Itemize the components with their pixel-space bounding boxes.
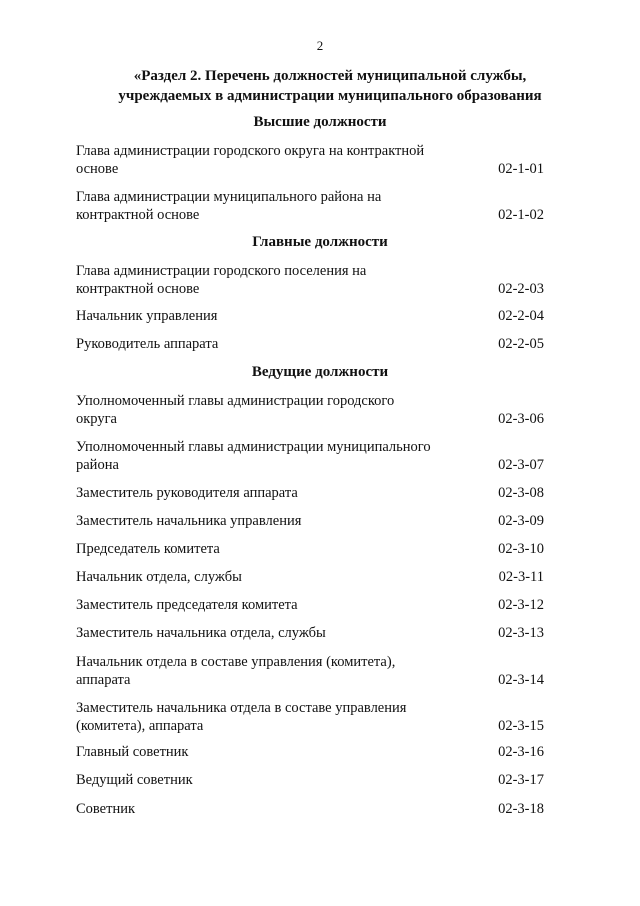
position-item [76, 540, 544, 558]
document-title [60, 66, 600, 106]
position-code: 02-3-16 [498, 744, 544, 760]
position-name: Ведущий советник [76, 772, 193, 788]
position-code: 02-3-06 [498, 411, 544, 427]
position-item [76, 743, 544, 761]
position-code: 02-1-02 [498, 207, 544, 223]
position-code: 02-3-08 [498, 485, 544, 501]
position-item [76, 484, 544, 502]
document-title-line-1: «Раздел 2. Перечень должностей муниципальной службы, [133, 68, 527, 84]
document-title-line-2: учреждаемых в администрации муниципального образования [118, 88, 542, 104]
position-item [76, 262, 544, 298]
position-item [76, 624, 544, 642]
section-heading-leading: Ведущие должности [251, 364, 389, 380]
section-heading-highest: Высшие должности [253, 114, 387, 130]
position-code: 02-3-17 [498, 772, 544, 788]
position-name: Уполномоченный главы администрации муниципального района [76, 439, 431, 473]
position-name: Начальник отдела в составе управления (комитета), аппарата [76, 654, 396, 688]
position-item [76, 699, 544, 735]
position-item [76, 335, 544, 353]
position-name: Главный советник [76, 744, 189, 760]
position-name: Заместитель начальника отдела в составе управления (комитета), аппарата [76, 700, 407, 734]
position-name: Уполномоченный главы администрации городского округа [76, 393, 395, 427]
position-code: 02-3-11 [498, 569, 544, 585]
position-code: 02-3-18 [498, 801, 544, 817]
position-name: Заместитель начальника отдела, службы [76, 625, 326, 641]
position-code: 02-3-15 [498, 718, 544, 734]
position-name: Начальник управления [76, 308, 218, 324]
position-name: Председатель комитета [76, 541, 220, 557]
position-item [76, 188, 544, 224]
page-number: 2 [316, 38, 324, 53]
position-name: Начальник отдела, службы [76, 569, 242, 585]
position-item [76, 438, 544, 474]
position-name: Заместитель начальника управления [76, 513, 302, 529]
position-item [76, 771, 544, 789]
position-code: 02-3-07 [498, 457, 544, 473]
position-name: Советник [76, 801, 136, 817]
position-item [76, 800, 544, 818]
position-code: 02-2-04 [498, 308, 544, 324]
position-code: 02-2-03 [498, 281, 544, 297]
position-code: 02-3-13 [498, 625, 544, 641]
position-item [76, 596, 544, 614]
position-code: 02-2-05 [498, 336, 544, 352]
position-item [76, 653, 544, 689]
position-code: 02-3-10 [498, 541, 544, 557]
position-name: Заместитель руководителя аппарата [76, 485, 298, 501]
position-item [76, 392, 544, 428]
position-name: Заместитель председателя комитета [76, 597, 298, 613]
position-item [76, 307, 544, 325]
position-name: Глава администрации городского поселения на контрактной основе [76, 263, 367, 297]
position-code: 02-3-12 [498, 597, 544, 613]
position-item [76, 568, 544, 586]
position-name: Руководитель аппарата [76, 336, 219, 352]
position-code: 02-3-09 [498, 513, 544, 529]
position-item [76, 512, 544, 530]
position-name: Глава администрации муниципального района на контрактной основе [76, 189, 382, 223]
section-heading-main: Главные должности [252, 234, 388, 250]
position-code: 02-3-14 [498, 672, 544, 688]
position-item [76, 142, 544, 178]
position-name: Глава администрации городского округа на контрактной основе [76, 143, 425, 177]
position-code: 02-1-01 [498, 161, 544, 177]
